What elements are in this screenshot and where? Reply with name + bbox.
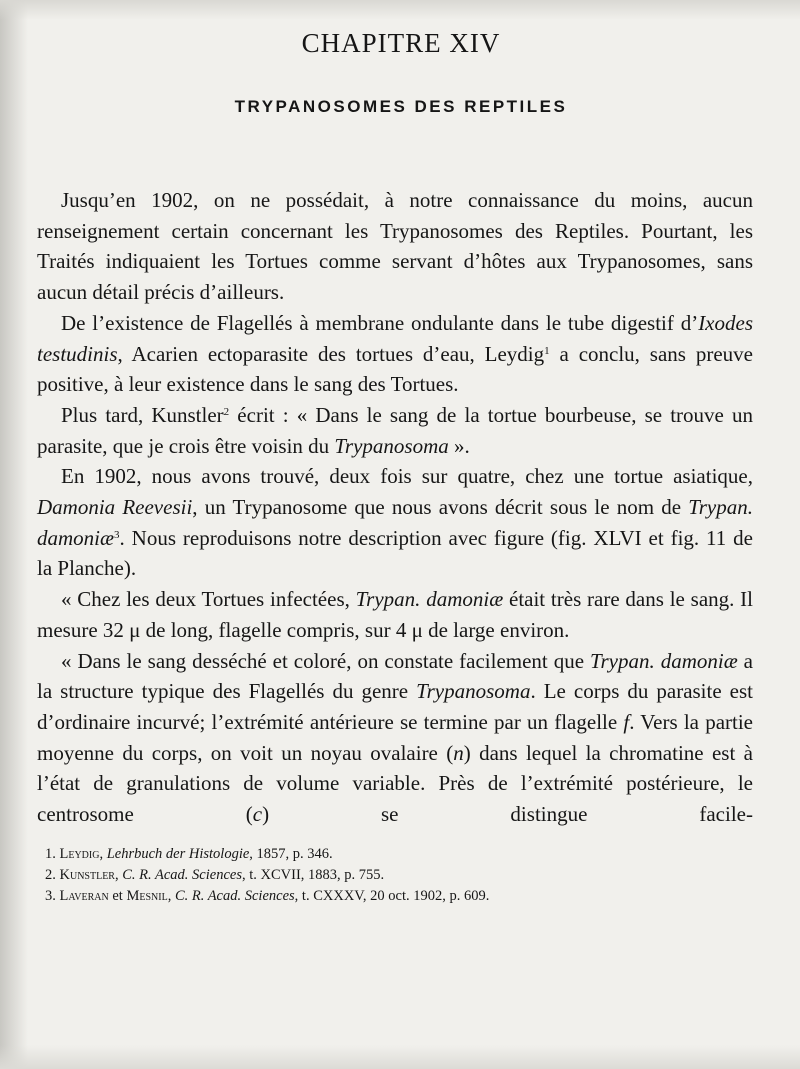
text-run: , 1857, p. 346. [249,845,333,862]
text-run: . Le corps du parasite est d’ordinaire incurvé; l’extrémité antérieure se termine par un flagelle [37,679,754,734]
paragraph [37,400,753,461]
text-run: . Nous reproduisons notre description avec figure (fig. XLVI et fig. 11 de la Planche). [37,525,753,581]
text-run: , Acarien ectoparasite des tortues d’eau, Leydig [117,341,545,366]
paragraph [37,185,753,308]
text-run: Jusqu’en 1902, on ne possédait, à notre connaissance du moins, aucun renseignement certain concernant les Trypanosomes des Reptiles. Pourtant, les Traités indiquaient les Tortues comme servant d’hôtes aux Trypanosomes, sans aucun détail précis d’ailleurs. [37,188,753,305]
italic-term: Lehrbuch der Histologie [106,845,250,862]
italic-term: Trypan. damoniæ [589,648,738,673]
italic-term: f [623,709,630,734]
text-run: En 1902, nous avons trouvé, deux fois sur quatre, chez une tortue asiatique, [61,464,753,489]
italic-term: Damonia Reevesii [37,495,193,520]
author-name: Laveran [59,887,109,904]
text-run: . Vers la partie moyenne du corps, on voit un noyau ovalaire ( [37,709,753,765]
footnote-reference: 2 [223,405,230,418]
text-run: ) dans lequel la chromatine est à l’état de granulations de volume variable. Près de l’extrémité postérieure, le centrosome ( [37,740,753,827]
book-page [37,28,753,907]
italic-term: Trypanosoma [416,679,531,704]
italic-term: c [252,802,263,827]
page-top-edge [0,0,800,20]
footnotes [37,844,753,907]
paragraph [37,584,753,645]
page-bottom-edge [0,1045,800,1069]
italic-term: C. R. Acad. Sciences [122,866,242,883]
footnote [45,865,753,886]
author-name: Leydig [59,845,100,862]
text-run: , [99,845,107,862]
text-run: 2. [45,866,60,883]
text-run: , t. XCVII, 1883, p. 755. [241,866,385,883]
body-text [37,185,753,830]
text-run: De l’existence de Flagellés à membrane ondulante dans le tube digestif d’ [61,310,699,335]
text-run: , [167,887,175,904]
footnote [45,886,753,907]
paragraph [37,308,753,400]
text-run: écrit : « Dans le sang de la tortue bourbeuse, se trouve un parasite, que je crois être voisin du [37,402,753,458]
footnote [45,844,753,865]
chapter-title: CHAPITRE XIV [301,28,501,58]
italic-term: Trypan. damoniæ [355,587,504,612]
italic-term: n [453,740,464,765]
text-run: 3. [45,887,60,904]
author-name: Kunstler [59,866,115,883]
italic-term: Trypan. damoniæ [37,495,753,550]
text-run: Plus tard, Kunstler [61,402,224,427]
text-run: , [114,866,123,883]
text-run: a conclu, sans preuve positive, à leur existence dans le sang des Tortues. [37,341,753,397]
text-run: , un Trypanosome que nous avons décrit sous le nom de [192,495,689,520]
footnote-reference: 3 [114,528,120,541]
text-run: a la structure typique des Flagellés du genre [37,648,753,704]
text-run: « Dans le sang desséché et coloré, on constate facilement que [61,648,590,673]
text-run: et [108,887,127,904]
text-run: était très rare dans le sang. Il mesure 32 μ de long, flagelle compris, sur 4 μ de large environ. [37,587,753,642]
text-run: « Chez les deux Tortues infectées, [61,587,356,612]
italic-term: C. R. Acad. Sciences [174,887,295,904]
page-gutter-shadow [0,0,28,1069]
text-run: 1. [45,845,60,862]
section-title: TRYPANOSOMES DES REPTILES [234,97,568,116]
paragraph [37,646,753,830]
text-run: , t. CXXXV, 20 oct. 1902, p. 609. [294,887,490,904]
italic-term: Ixodes testudinis [37,310,753,366]
italic-term: Trypanosoma [334,433,449,458]
footnote-reference: 1 [544,344,550,357]
author-name: Mesnil [126,887,168,904]
text-run: ) se distingue facile- [262,802,753,827]
paragraph [37,461,753,584]
text-run: ». [448,433,470,458]
